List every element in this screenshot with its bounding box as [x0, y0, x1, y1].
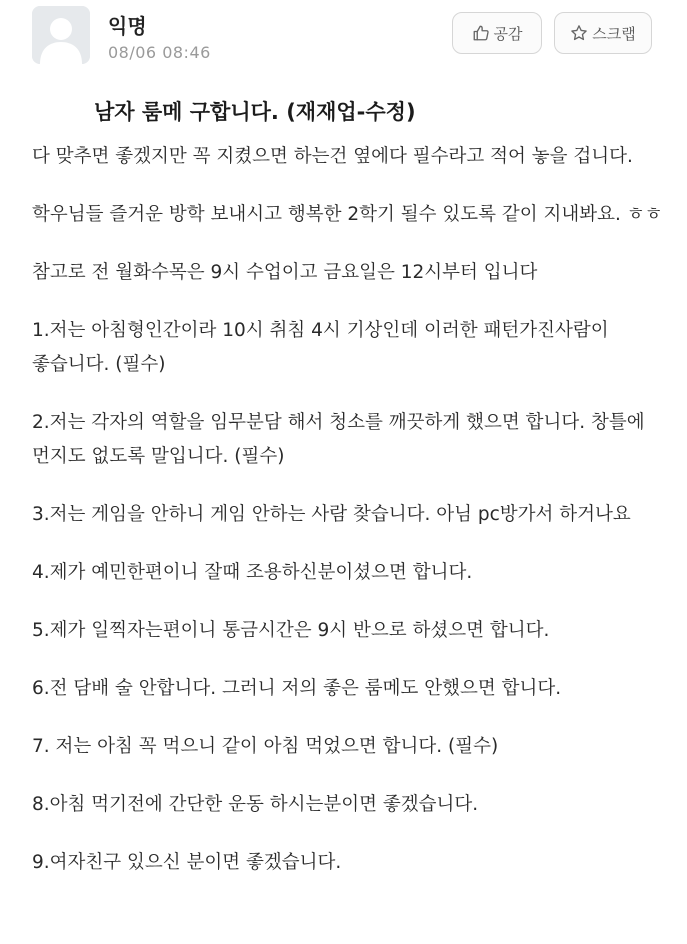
- post-paragraph: 2.저는 각자의 역할을 임무분담 해서 청소를 깨끗하게 했으면 합니다. 창틀에 먼지도 없도록 말입니다. (필수): [32, 412, 645, 467]
- post-paragraph: 4.제가 예민한편이니 잘때 조용하신분이셨으면 합니다.: [32, 562, 473, 583]
- post-paragraph: 3.저는 게임을 안하니 게임 안하는 사람 찾습니다. 아님 pc방가서 하거나요: [32, 504, 631, 525]
- like-button[interactable]: [452, 12, 542, 54]
- post-paragraph: 6.전 담배 술 안합니다. 그러니 저의 좋은 룸메도 안했으면 합니다.: [32, 678, 562, 699]
- avatar: [32, 6, 90, 64]
- scrap-button[interactable]: [554, 12, 652, 54]
- post-paragraph: 학우님들 즐거운 방학 보내시고 행복한 2학기 될수 있도록 같이 지내봐요. ㅎㅎ: [32, 204, 663, 225]
- like-button-label: 공감: [493, 24, 523, 43]
- post-paragraph: 참고로 전 월화수목은 9시 수업이고 금요일은 12시부터 입니다: [32, 262, 538, 283]
- scrap-button-label: 스크랩: [592, 24, 636, 43]
- post-header: [0, 0, 687, 80]
- author-name: 익명: [108, 14, 147, 38]
- post-paragraph: 1.저는 아침형인간이라 10시 취침 4시 기상인데 이러한 패턴가진사람이 좋습니다. (필수): [32, 320, 609, 375]
- default-profile-icon: [32, 6, 90, 64]
- post-body: [32, 140, 668, 904]
- thumbs-up-icon: [472, 24, 490, 42]
- post-paragraph: 9.여자친구 있으신 분이면 좋겠습니다.: [32, 852, 342, 873]
- post-title: 남자 룸메 구합니다. (재재업-수정): [94, 100, 416, 124]
- post-paragraph: 5.제가 일찍자는편이니 통금시간은 9시 반으로 하셨으면 합니다.: [32, 620, 550, 641]
- star-icon: [570, 24, 588, 42]
- post-paragraph: 다 맞추면 좋겠지만 꼭 지켰으면 하는건 옆에다 필수라고 적어 놓을 겁니다.: [32, 146, 633, 167]
- post-timestamp: 08/06 08:46: [108, 43, 211, 62]
- post-paragraph: 7. 저는 아침 꼭 먹으니 같이 아침 먹었으면 합니다. (필수): [32, 736, 499, 757]
- post-paragraph: 8.아침 먹기전에 간단한 운동 하시는분이면 좋겠습니다.: [32, 794, 479, 815]
